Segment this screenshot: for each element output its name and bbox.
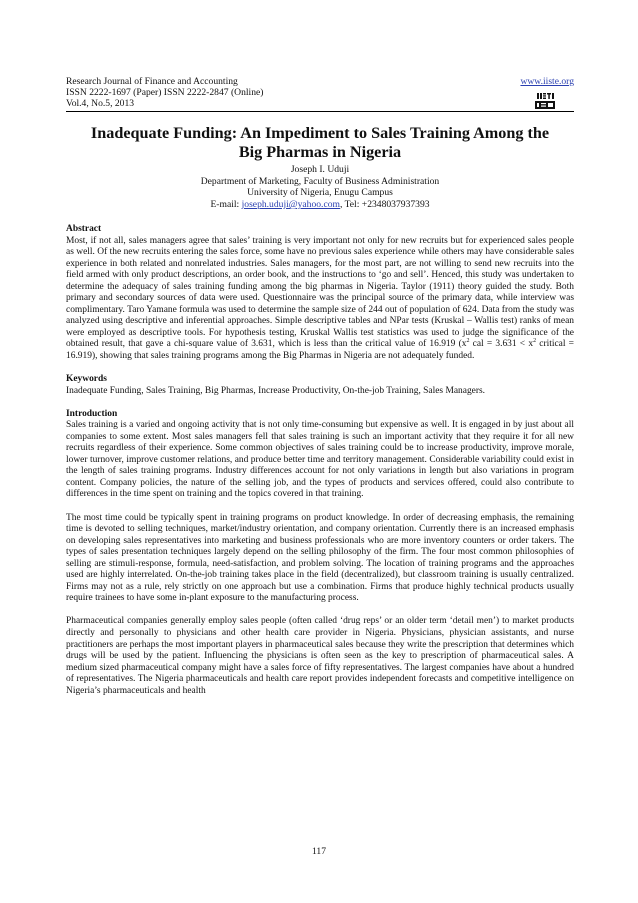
abstract-superscript-2: 2: [533, 338, 537, 345]
paper-title-line-1: Inadequate Funding: An Impediment to Sales Training Among the: [90, 124, 550, 142]
abstract-heading: Abstract: [66, 224, 102, 234]
introduction-heading: Introduction: [66, 408, 118, 419]
introduction-paragraph-2: The most time could be typically spent in training programs on product knowledge. In order of decreasing emphasis, the remaining time is devoted to selling techniques, market/industry orientation, and company orientation. Currently there is an increased emphasis on developing sales representatives into marketing and business professionals who are more inventory counters or order takers. The types of sales presentation techniques largely depend on the selling philosophy of the firm. The four most common philosophies of selling are stimuli-response, formula, need-satisfaction, and problem solving. The location of training programs and the approaches used are highly interrelated. On-the-job training takes place in the field (decentralized), but classroom training is usually centralized. Firms may not as a rule, rely strictly on one approach but use a combination. Firms that produce highly technical products usually require trainees to have some in-plant exposure to the manufacturing process.: [66, 512, 574, 604]
author-department: Department of Marketing, Faculty of Business Administration: [200, 175, 440, 187]
author-email-link[interactable]: joseph.uduji@yahoo.com: [241, 199, 340, 211]
abstract-text-part-3: critical = 16.919), showing that sales training programs among the Big Pharmas in Nigeria are not adequately funded.: [66, 339, 574, 362]
keywords-heading: Keywords: [66, 374, 107, 385]
keywords-text: Inadequate Funding, Sales Training, Big Pharmas, Increase Productivity, On-the-job Training, Sales Managers.: [66, 385, 486, 396]
author-block: [66, 164, 574, 211]
journal-header: [66, 76, 574, 110]
author-contact: [66, 199, 574, 211]
email-label: E-mail:: [210, 199, 242, 211]
journal-name: Research Journal of Finance and Accounting: [66, 76, 238, 87]
abstract-text-part-1: Most, if not all, sales managers agree that sales’ training is very important not only for new recruits but for experienced sales people as well. Of the new recruits entering the sales force, some have no previous sales experience while others may have considerable sales experience in both related and nonrelated industries. Sales managers, for the most part, are not willing to send new recruits into the field armed with only product descriptions, an order book, and the instructions to ‘go and sell’. Henced, this study was undertaken to determine the adequacy of sales training funding among the big pharmas in Nigeria. Taylor (1911) theory guided the study. Both primary and secondary sources of data were used. Questionnaire was the principal source of the primary data, while interview was complimentary. Taro Yamane formula was used to determine the sample size of 244 out of population of 624. Data from the study was analyzed using descriptive and inferential approaches. Simple descriptive tables and NPar tests (Kruskal – Wallis test) ranks of mean were employed as descriptive tools. For hypothesis testing, Kruskal Wallis test statistics was used to judge the significance of the obtained result, that gave a chi-square value of 3.631, which is less than the critical value of 16.919 (x: [66, 235, 574, 350]
iiste-logo: [534, 90, 556, 110]
author-university: University of Nigeria, Enugu Campus: [247, 187, 393, 199]
page-number: 117: [311, 846, 327, 857]
abstract-text: [66, 236, 574, 363]
journal-issn: ISSN 2222-1697 (Paper) ISSN 2222-2847 (Online): [66, 87, 264, 99]
paper-title-line-2: Big Pharmas in Nigeria: [238, 143, 402, 161]
paper-title: [66, 124, 574, 162]
paper-body: [66, 224, 574, 697]
author-name: Joseph I. Uduji: [290, 164, 350, 175]
introduction-paragraph-1: Sales training is a varied and ongoing activity that is not only time-consuming but expensive as well. It is engaged in by just about all companies to some extent. Most sales managers fell that sales training is such an important activity that they require it for all new recruits regardless of their experience. Some common objectives of sales training could be to increase productivity, improve morale, lower turnover, improve customer relations, and produce better time and territory management. Considerable variability could exist in the length of sales training programs. Industry differences account for not only variations in length but also variations in program content. Company policies, the nature of the selling job, and the types of products and services offered, could also contribute to differences in the time spent on training and the topics covered in that training.: [66, 420, 574, 500]
journal-volume: Vol.4, No.5, 2013: [66, 98, 135, 110]
header-rule: [66, 111, 574, 112]
abstract-text-part-2: cal = 3.631 < x: [469, 339, 534, 350]
introduction-paragraph-3: Pharmaceutical companies generally employ sales people (often called ‘drug reps’ or an older term ‘detail men’) to market products directly and personally to physicians and other health care provider in Nigeria. Physicians, physician assistants, and nurse practitioners are perhaps the most important players in pharmaceutical sales because they write the prescription that determines which drugs will be used by the patient. Influencing the physicians is often seen as the key to prescription of pharmaceutical sales. A medium sized pharmaceutical company might have a sales force of fifty representatives. The largest companies have about a hundred of representatives. The Nigeria pharmaceuticals and health care report provides independent forecasts and competitive intelligence on Nigeria’s pharmaceuticals and health: [66, 616, 574, 696]
journal-url-link[interactable]: www.iiste.org: [520, 76, 574, 87]
abstract-superscript-1: 2: [466, 338, 470, 345]
author-telephone: , Tel: +2348037937393: [339, 199, 430, 211]
